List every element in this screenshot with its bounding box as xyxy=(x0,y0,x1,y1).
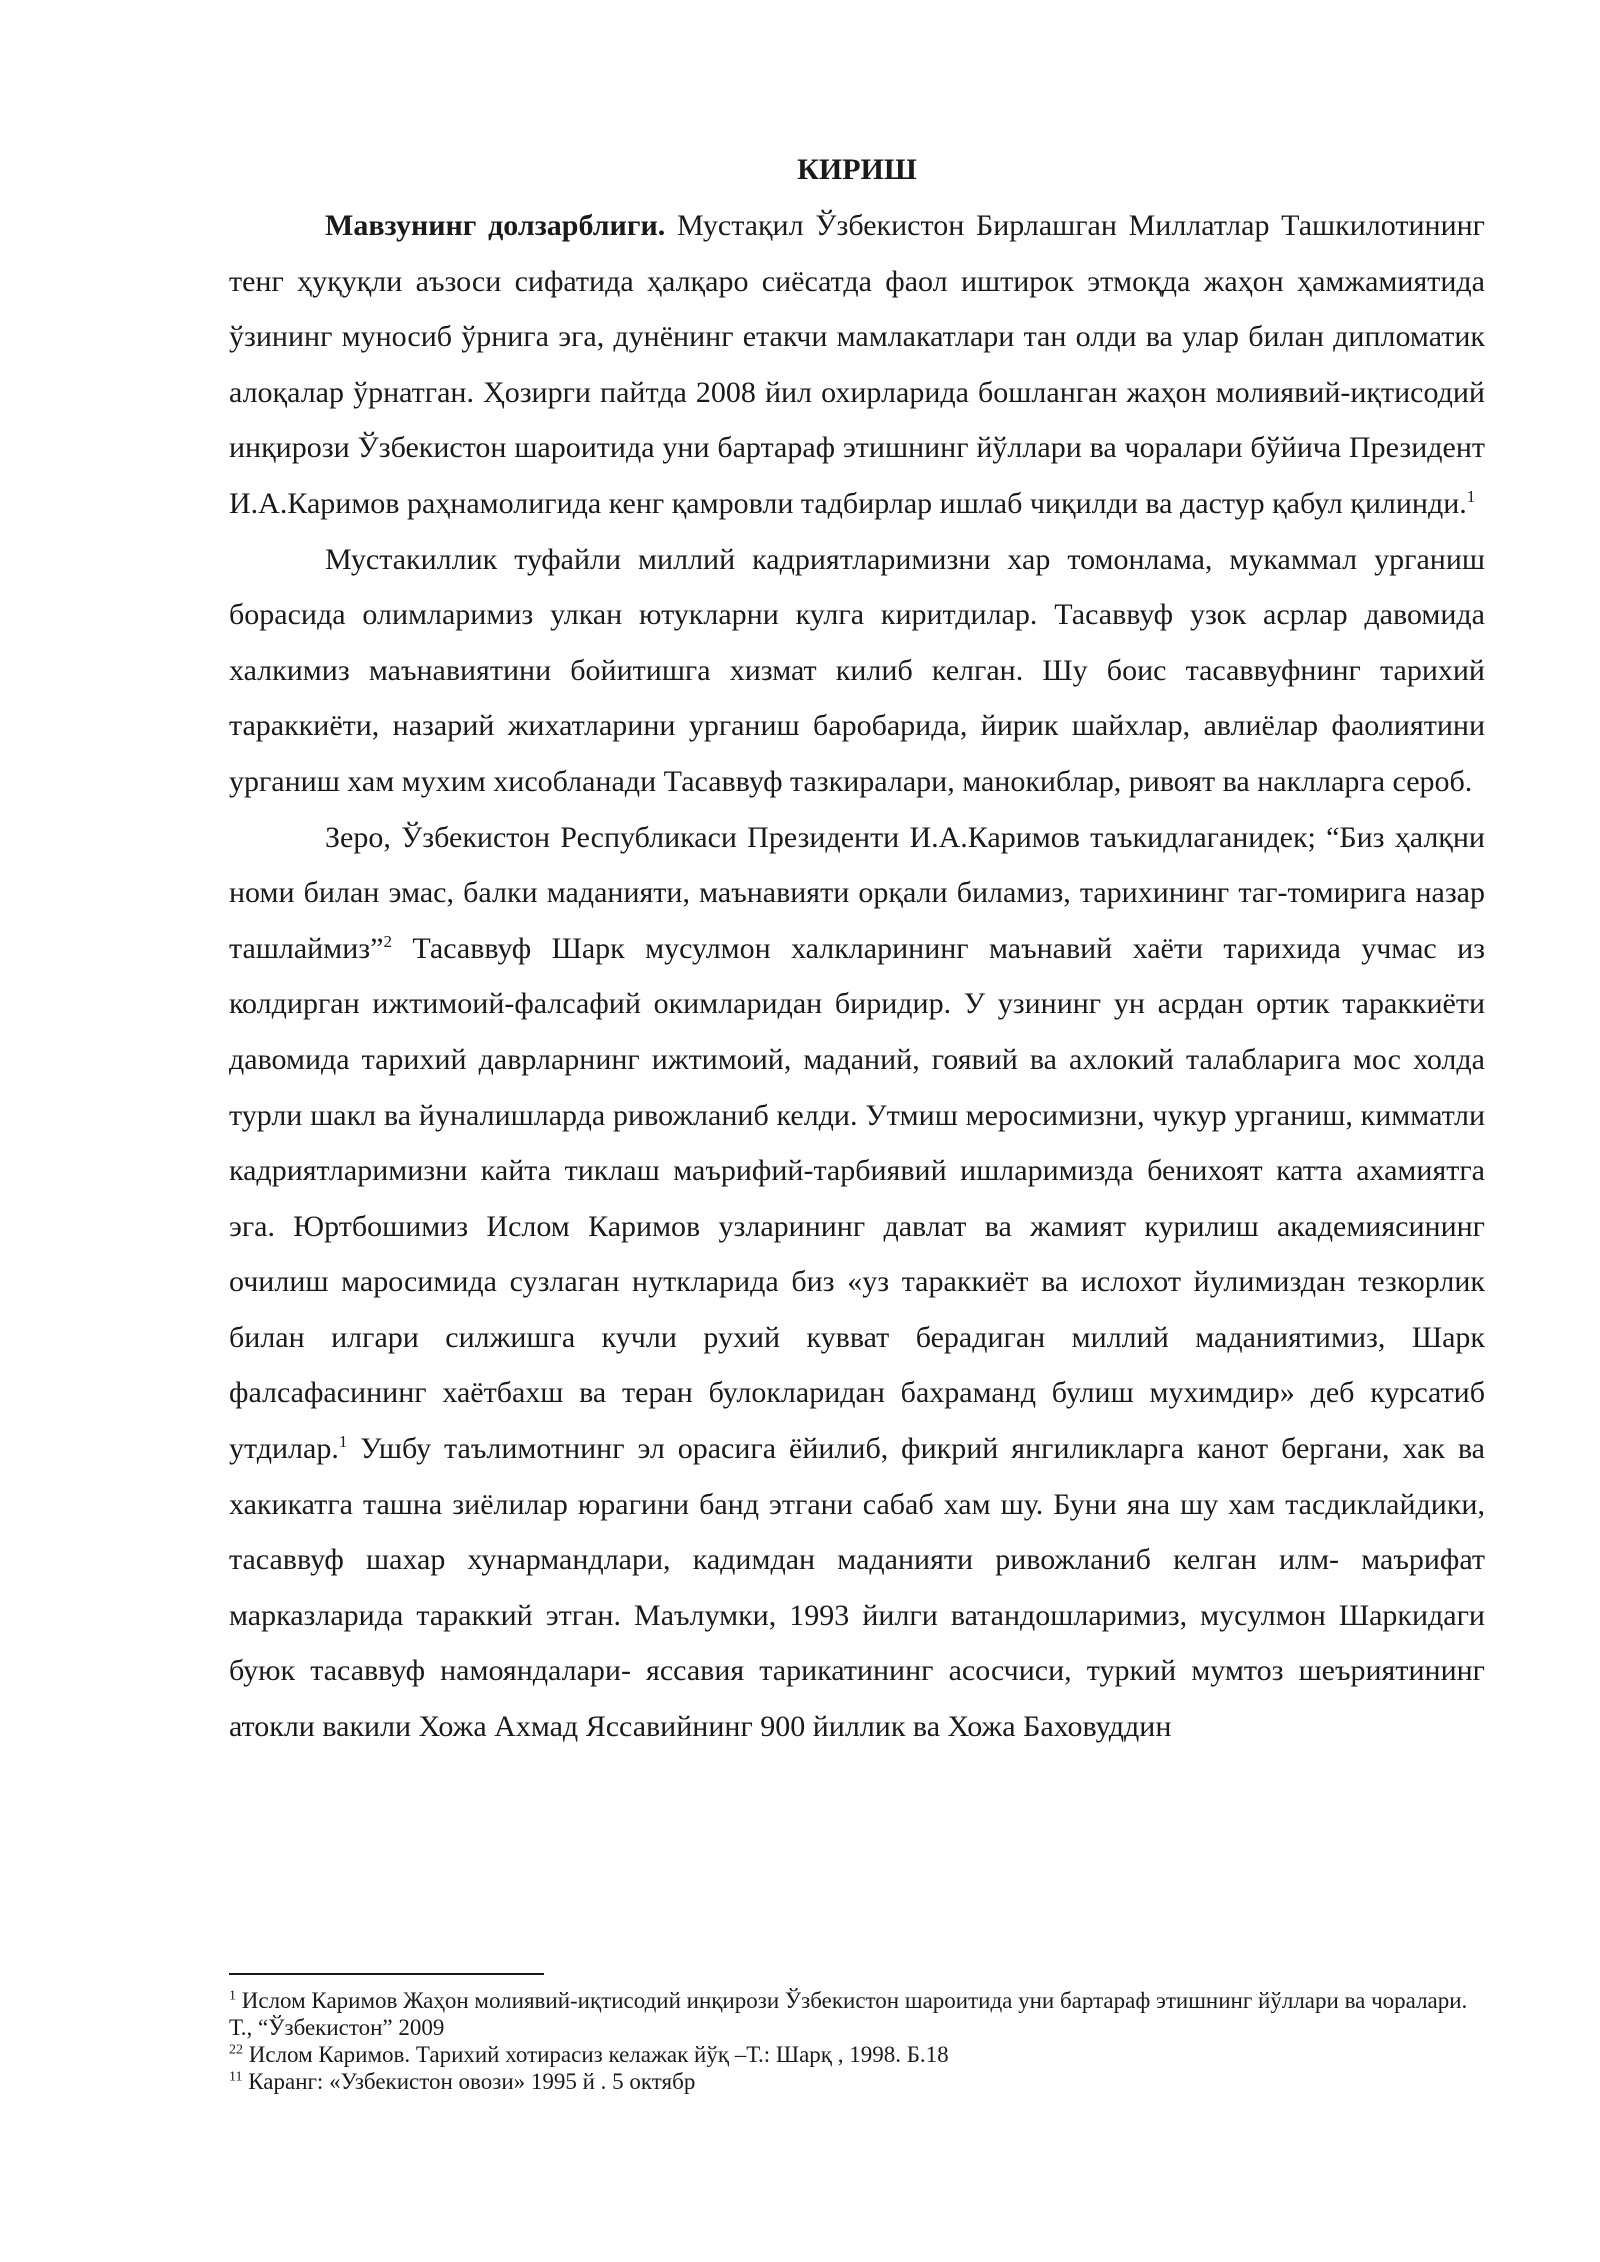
footnote-text: Ислом Каримов Жаҳон молиявий-иқтисодий инқирози Ўзбекистон шароитида уни бартараф этишнинг йўллари ва чоралари. Т., “Ўзбекистон” 2009 xyxy=(229,1988,1468,2040)
footnote-text: Ислом Каримов. Тарихий хотирасиз келажак йўқ –Т.: Шарқ , 1998. Б.18 xyxy=(243,2042,949,2067)
paragraph-text-continued: Ушбу таълимотнинг эл орасига ёйилиб, фикрий янгиликларга канот бергани, хак ва хакикатга ташна зиёлилар юрагини банд этгани сабаб хам шу. Буни яна шу хам тасдиклайдики, тасаввуф шахар хунармандлари, кадимдан маданияти ривожланиб келган илм- маърифат марказларида тараккий этган. Маълумки, 1993 йилги ватандошларимиз, мусулмон Шаркидаги буюк тасаввуф намояндалари- яссавия тарикатининг асосчиси, туркий мумтоз шеъриятининг атокли вакили Хожа Ахмад Яссавийнинг 900 йиллик ва Хожа Баховуддин xyxy=(229,1432,1485,1744)
footnote-ref: 1 xyxy=(338,1432,348,1452)
document-page xyxy=(229,150,1485,1755)
paragraph-relevance xyxy=(229,198,1485,532)
footnote-item xyxy=(229,2041,1485,2068)
footnote-separator xyxy=(229,1973,544,1975)
footnote-item xyxy=(229,2068,1485,2095)
footnotes xyxy=(229,1973,1485,2095)
paragraph-lead: Мавзунинг долзарблиги. xyxy=(325,209,666,242)
footnote-mark: 22 xyxy=(229,2042,243,2058)
paragraph-independence xyxy=(229,532,1485,810)
paragraph-text: Тасаввуф Шарк мусулмон халкларининг маънавий хаёти тарихида учмас из колдирган ижтимоий-фалсафий окимларидан биридир. У узининг ун асрдан ортик тараккиёти давомида тарихий даврларнинг ижтимоий, маданий, гоявий ва ахлокий талабларига мос холда турли шакл ва йуналишларда ривожланиб келди. Утмиш меросимизни, чукур урганиш, кимматли кадриятларимизни кайта тиклаш маърифий-тарбиявий ишларимизда бенихоят катта ахамиятга эга. Юртбошимиз Ислом Каримов узларининг давлат ва жамият курилиш академиясининг очилиш маросимида сузлаган нуткларида биз «уз тараккиёт ва ислохот йулимиздан тезкорлик билан илгари силжишга кучли рухий кувват берадиган миллий маданиятимиз, Шарк фалсафасининг хаётбахш ва теран булокларидан бахраманд булиш мухимдир» деб курсатиб утдилар. xyxy=(229,931,1485,1466)
footnote-text: Каранг: «Узбекистон овози» 1995 й . 5 октябр xyxy=(242,2069,696,2094)
footnote-mark: 11 xyxy=(229,2069,243,2085)
footnote-item xyxy=(229,1987,1485,2041)
paragraph-sufism xyxy=(229,810,1485,1755)
footnote-ref: 1 xyxy=(1466,486,1476,506)
paragraph-text-quote: Зеро, Ўзбекистон Республикаси Президенти И.А.Каримов таъкидлаганидек; “Биз ҳалқни номи билан эмас, балки маданияти, маънавияти орқали биламиз, тарихининг таг-томирига назар ташлаймиз” xyxy=(229,820,1485,965)
footnote-ref: 2 xyxy=(383,931,392,951)
paragraph-text: Мустақил Ўзбекистон Бирлашган Миллатлар Ташкилотининг тенг ҳуқуқли аъзоси сифатида ҳалқаро сиёсатда фаол иштирок этмоқда жаҳон ҳамжамиятида ўзининг муносиб ўрнига эга, дунёнинг етакчи мамлакатлари тан олди ва улар билан дипломатик алоқалар ўрнатган. Ҳозирги пайтда 2008 йил охирларида бошланган жаҳон молиявий-иқтисодий инқирози Ўзбекистон шароитида уни бартараф этишнинг йўллари ва чоралари бўйича Президент И.А.Каримов раҳнамолигида кенг қамровли тадбирлар ишлаб чиқилди ва дастур қабул қилинди. xyxy=(229,209,1485,520)
paragraph-text: Мустакиллик туфайли миллий кадриятларимизни хар томонлама, мукаммал урганиш борасида олимларимиз улкан ютукларни кулга киритдилар. Тасаввуф узок асрлар давомида халкимиз маънавиятини бойитишга хизмат килиб келган. Шу боис тасаввуфнинг тарихий тараккиёти, назарий жихатларини урганиш баробарида, йирик шайхлар, авлиёлар фаолиятини урганиш хам мухим хисобланади Тасаввуф тазкиралари, манокиблар, ривоят ва наклларга сероб. xyxy=(229,542,1485,798)
page-title: КИРИШ xyxy=(797,153,917,186)
footnote-mark: 1 xyxy=(229,1988,236,2004)
